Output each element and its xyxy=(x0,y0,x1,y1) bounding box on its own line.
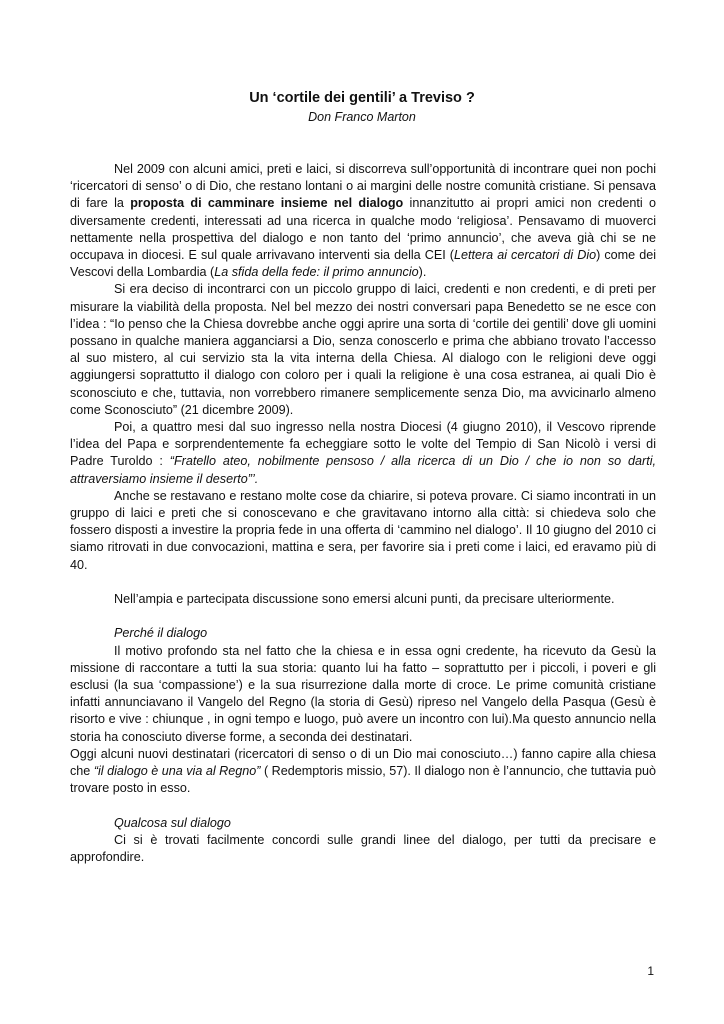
document-title: Un ‘cortile dei gentili’ a Treviso ? xyxy=(249,90,475,106)
paragraph-1-text-e: ) come dei Vescovi della Lombardia ( xyxy=(70,248,657,280)
paragraph-1-italic-f: La sfida della fede: il primo annuncio xyxy=(214,265,419,280)
paragraph-7-text-c: ( Redemptoris missio, 57). Il dialogo non è l’annuncio, che tuttavia può trovare posto in esso. xyxy=(70,764,656,796)
paragraph-7-text-a: Oggi alcuni nuovi destinatari (ricercatori di senso o di un Dio mai conosciuto…) fanno capire alla chiesa che xyxy=(70,746,656,779)
paragraph-1-text-c: innanzitutto ai propri amici non credenti o diversamente credenti, interessati ad una ricerca in qualche modo ‘religiosa’. Pensavamo di muoverci nettamente nella prospettiva del dialogo e non tanto del ‘primo annuncio’, che aveva già chi se ne occupava in diocesi. E sul quale arrivavano interventi sia della CEI ( xyxy=(70,196,656,263)
spacer xyxy=(70,574,656,591)
paragraph-1-text-a: Nel 2009 con alcuni amici, preti e laici, si discorreva sull’opportunità di incontrare quei non pochi ‘ricercatori di senso’ o di Dio, che restano lontani o ai margini delle nostre comunità cristiane. Si pensava di fare la xyxy=(70,162,656,211)
page-number: 1 xyxy=(647,964,654,978)
paragraph-3 xyxy=(70,419,656,488)
paragraph-3-quote: “Fratello ateo, nobilmente pensoso / alla ricerca di un Dio / che io non so darti, attraversiamo insieme il deserto”’. xyxy=(70,454,657,486)
paragraph-1-bold: proposta di camminare insieme nel dialogo xyxy=(130,196,404,211)
paragraph-2: Si era deciso di incontrarci con un piccolo gruppo di laici, credenti e non credenti, e di preti per misurare la viabilità della proposta. Nel bel mezzo dei nostri conversari papa Benedetto se ne esce con l’idea : “Io penso che la Chiesa dovrebbe anche oggi aprire una sorta di ‘cortile dei gentili’ dove gli uomini possano in qualche maniera agganciarsi a Dio, senza conoscerlo e prima che abbiano trovato l’accesso al suo mistero, al cui servizio sta la vita interna della Chiesa. Al dialogo con le religioni deve oggi aggiungersi soprattutto il dialogo con coloro per i quali la religione è una cosa estranea, ai quali Dio è sconosciuto e che, tuttavia, non vorrebbero rimanere semplicemente senza Dio, ma avvicinarlo almeno come Sconosciuto” (21 dicembre 2009). xyxy=(70,282,656,417)
paragraph-7-quote: “il dialogo è una via al Regno” xyxy=(93,764,261,779)
paragraph-3-text-a: Poi, a quattro mesi dal suo ingresso nella nostra Diocesi (4 giugno 2010), il Vescovo riprende l’idea del Papa e sorprendentemente fa echeggiare sotto le volte del Tempio di San Nicolò i versi di Padre Turoldo : xyxy=(70,420,656,469)
document-author: Don Franco Marton xyxy=(308,110,416,124)
paragraph-6: Il motivo profondo sta nel fatto che la chiesa e in essa ogni credente, ha ricevuto da Gesù la missione di raccontare a tutti la sua storia: quanto lui ha fatto – soprattutto per i piccoli, i poveri e gli esclusi (la sua ‘compassione’) e la sua risurrezione dalla morte di croce. Le prime comunità cristiane infatti annunciavano il Vangelo del Regno (la storia di Gesù) ripreso nel Vangelo della Pasqua (Gesù è risorto e vive : chiunque , in ogni tempo e luogo, può avere un incontro con lui).Ma questo annuncio nella storia ha conosciuto diverse forme, a seconda dei destinatari. xyxy=(70,643,656,744)
paragraph-5: Nell’ampia e partecipata discussione sono emersi alcuni punti, da precisare ulteriormente. xyxy=(114,592,615,607)
paragraph-1 xyxy=(70,161,656,281)
paragraph-8: Ci si è trovati facilmente concordi sulle grandi linee del dialogo, per tutti da precisare e approfondire. xyxy=(70,832,656,865)
section-heading-qualcosa-sul-dialogo: Qualcosa sul dialogo xyxy=(114,815,231,830)
paragraph-4: Anche se restavano e restano molte cose da chiarire, si poteva provare. Ci siamo incontrati in un gruppo di laici e preti che si conoscevano e che gravitavano intorno alla città: si chiedeva solo che fossero disposti a investire la propria fede in una offerta di ‘cammino nel dialogo’. Il 10 giugno del 2010 ci siamo ritrovati in due convocazioni, mattina e sera, per favorire sia i preti come i laici, ed eravamo più di 40. xyxy=(70,488,656,572)
paragraph-7 xyxy=(70,746,656,798)
spacer xyxy=(70,797,656,814)
document-body xyxy=(70,161,656,866)
spacer xyxy=(70,608,656,625)
paragraph-1-text-g: ). xyxy=(418,265,427,280)
paragraph-1-italic-d: Lettera ai cercatori di Dio xyxy=(453,248,597,263)
section-heading-perche-il-dialogo: Perché il dialogo xyxy=(114,626,208,641)
